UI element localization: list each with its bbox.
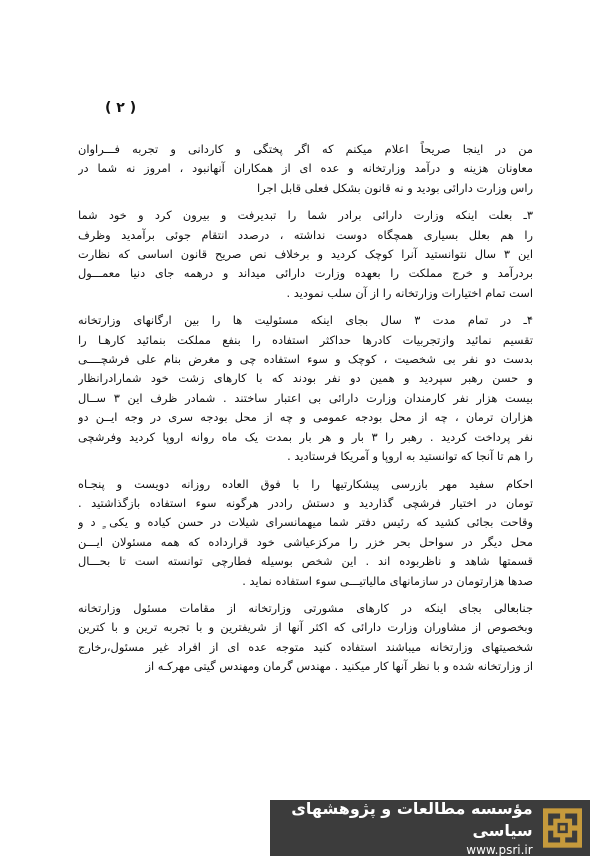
watermark-text <box>270 798 533 858</box>
text-line: بیست هزار نفر کارمندان وزارت دارائی بی اعتبار ساختند . شمادر ظرف این ۳ ســال <box>78 390 533 405</box>
text-line: قسمتها شاهد و ناظربوده اند . این شخص بوسیله فطارچی توانسته است تا بحـــال <box>78 554 533 569</box>
text-line: شخصیتهای وزارتخانه میباشند استفاده کنید متوجه عده ای از افراد غیر مسئول،رخارج <box>78 639 533 654</box>
text-line: محل دیگر در سواحل بحر خزر را مرکزعیاشی خود قرارداده که همه مسئولان ایـــن <box>78 534 533 549</box>
text-line: است تمام اختیارات وزارتخانه را از آن سلب نمودید . <box>286 285 533 300</box>
paragraph <box>78 599 533 677</box>
text-line: هزاران ترمان ، چه از محل بودجه عمومی و چه از محل بودجه سری در وجه ایــن دو <box>78 410 533 425</box>
text-line: جنابعالی بجای اینکه در کارهای مشورتی وزارتخانه از مقامات مسئول وزارتخانه <box>78 600 533 615</box>
text-line: احکام سفید مهر بازرسی پیشکارتیها را با فوق العاده روزانه دویست و پنجـاه <box>78 476 533 491</box>
text-line: وبخصوص از مشاوران وزارت دارائی که اکثر آنها از شریفترین و با تجربه ترین و با کترین <box>78 620 533 635</box>
text-line: ۴ـ در تمام مدت ۳ سال بجای اینکه مسئولیت ها را بین ارگانهای وزارتخانه <box>78 313 533 328</box>
watermark-banner <box>270 800 590 856</box>
paragraph <box>78 311 533 466</box>
institute-name: مؤسسه مطالعات و پژوهشهای سیاسی <box>291 799 533 840</box>
page-number: ( ۲ ) <box>105 100 137 116</box>
text-line: راس وزارت دارائی بودید و نه قانون بشکل فعلی قابل اجرا <box>257 180 533 195</box>
text-line: این ۳ سال نتوانستید آنرا کوچک کردید و برخلاف نص صریح قانون اساسی که نظارت <box>78 247 533 262</box>
text-line: و حسن رهبر سپردید و همین دو نفر بودند که با کارهای زشت خود شمارادرانظار <box>78 371 533 386</box>
letter-body <box>78 140 533 685</box>
text-line: معاونان هزینه و درآمد وزارتخانه و عده ای از همکاران آنهانبود ، امروز نه شما در <box>78 161 533 176</box>
paragraph <box>78 140 533 198</box>
text-line: ۳ـ بعلت اینکه وزارت دارائی برادر شما را تبدیرفت و بیرون کرد و خود شما <box>78 208 533 223</box>
text-line: را هم تا آنجا که توانستید به اروپا و آمریکا فرستادید . <box>287 449 533 464</box>
text-line: بدست دو نفر بی شخصیت ، کوچک و سوء استفاده چی و مغرض بنام علی فرشچــــی <box>78 352 533 367</box>
text-line: صدها هزارتومان در سازمانهای مالیاتیـــی سوء استفاده نماید . <box>242 573 533 588</box>
text-line: را هم بعلل بسیاری همچگاه دوست نداشته ، درصدد انتقام جوئی برآمدید وظرف <box>78 227 533 242</box>
text-line: وقاحت بجائی کشید که رئیس دفتر شما میهمانسرای شیلات در حسن کیاده و یکی ٍ د و <box>78 515 533 530</box>
text-line: نفر پرداخت کردید . رهبر را ۳ بار و هر بار بمدت یک ماه روانه اروپا کردید وفرشچی <box>78 429 533 444</box>
text-line: تقسیم نمائید وازتجربیات کادرها حداکثر استفاده را بنفع مملکت بنمائید کارهـا را <box>78 332 533 347</box>
psri-logo-icon <box>543 805 582 851</box>
text-line: تومان در اختیار فرشچی گذاردید و دستش راددر هرگونه سوء استفاده بازگذاشتید . <box>78 495 533 510</box>
text-line: بردرآمد و خرج مملکت را بعهده وزارت دارائی میداند و درهمه جای دنیا معمـــول <box>78 266 533 281</box>
text-line: من در اینجا صریحاً اعلام میکنم که اگر پختگی و کاردانی و تجربه فـــراوان <box>78 142 533 156</box>
paragraph <box>78 475 533 591</box>
paragraph <box>78 206 533 303</box>
institute-url: www.psri.ir <box>466 843 533 857</box>
text-line: از وزارتخانه شده و با نظر آنها کار میکنید . مهندس گرمان ومهندس گیتی مهرکـه از <box>145 659 533 674</box>
